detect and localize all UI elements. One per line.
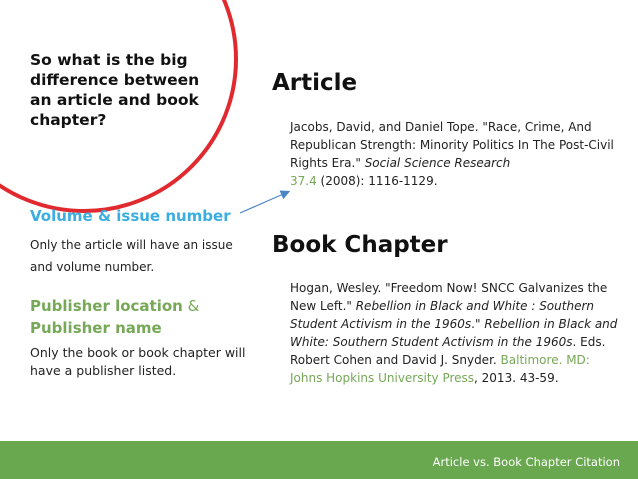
publisher-heading-amp: & (182, 297, 200, 315)
volume-issue-body: Only the article will have an issue and volume number. (30, 238, 233, 274)
question-line: chapter? (30, 111, 107, 129)
book-citation (290, 279, 620, 387)
publisher-heading (30, 295, 245, 339)
publisher-highlight: Baltimore. MD: Johns Hopkins University Press (290, 353, 590, 385)
book-citation-text: ." (471, 317, 485, 331)
footer-bar (0, 441, 638, 479)
question-line: difference between (30, 71, 200, 89)
book-citation-rest: , 2013. 43-59. (474, 371, 559, 385)
book-title: Rebellion in Black and White : Southern Student Activism in the 1960s (290, 299, 594, 331)
publisher-heading-location: Publisher location (30, 297, 183, 315)
book-title: Rebellion in Black and White: Southern Student Activism in the 1960s (290, 317, 618, 349)
publisher-body: Only the book or book chapter will have a publisher listed. (30, 345, 246, 378)
publisher-heading-name: Publisher name (30, 319, 162, 337)
volume-issue-highlight: 37.4 (290, 174, 317, 188)
footer-title: Article vs. Book Chapter Citation (432, 455, 620, 469)
book-citation-text: Hogan, Wesley. "Freedom Now! SNCC Galvanizes the New Left." (290, 281, 608, 313)
journal-title: Social Science Research (364, 156, 511, 170)
volume-issue-heading: Volume & issue number (30, 207, 231, 225)
question-line: So what is the big (30, 51, 188, 69)
article-citation-text: Jacobs, David, and Daniel Tope. "Race, Crime, And Republican Strength: Minority Politics In The Post-Civil Rights Era." (290, 120, 614, 170)
book-chapter-heading: Book Chapter (272, 232, 448, 258)
book-citation-text: . Eds. Robert Cohen and David J. Snyder. (290, 335, 606, 367)
article-citation-rest: (2008): 1116-1129. (316, 174, 438, 188)
question-line: an article and book (30, 91, 199, 109)
article-heading: Article (272, 70, 358, 96)
